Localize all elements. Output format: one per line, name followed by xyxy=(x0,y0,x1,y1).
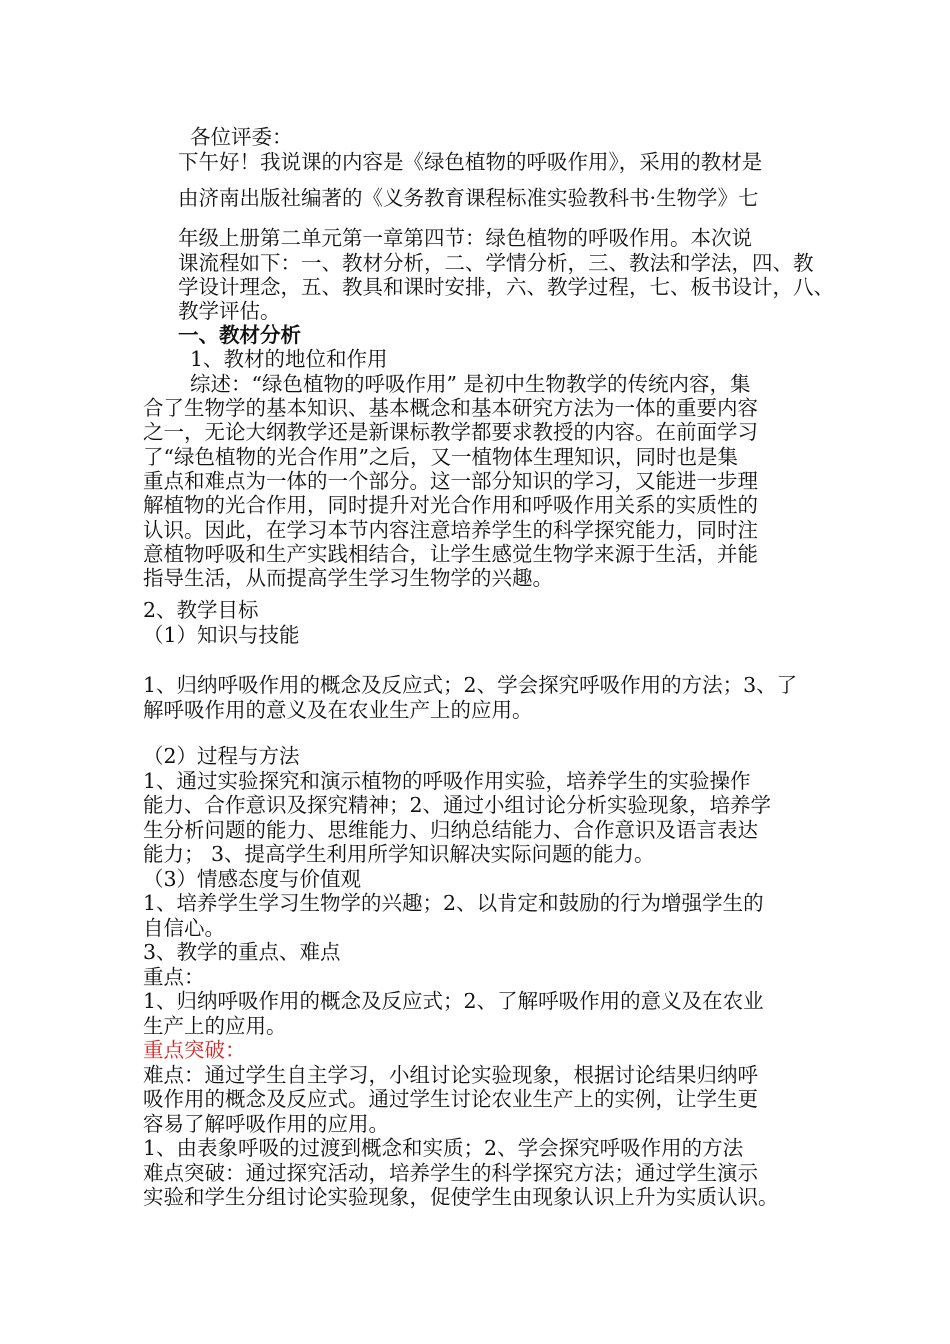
paragraph-line: 难点：通过学生自主学习，小组讨论实验现象，根据讨论结果归纳呼 xyxy=(143,1063,758,1087)
paragraph-line: 认识。因此，在学习本节内容注意培养学生的科学探究能力，同时注 xyxy=(143,518,758,542)
paragraph-line: 综述：“绿色植物的呼吸作用” 是初中生物教学的传统内容，集 xyxy=(190,372,751,396)
paragraph-line: 1、培养学生学习生物学的兴趣；2、以肯定和鼓励的行为增强学生的 xyxy=(143,891,764,915)
paragraph-line: 1、归纳呼吸作用的概念及反应式；2、了解呼吸作用的意义及在农业 xyxy=(143,989,764,1013)
subsection-heading: 1、教材的地位和作用 xyxy=(190,347,388,371)
paragraph-line: 自信心。 xyxy=(143,916,225,940)
intro-line: 学设计理念，五、教具和课时安排，六、教学过程，七、板书设计，八、 xyxy=(178,275,834,299)
paragraph-line: 生产上的应用。 xyxy=(143,1014,287,1038)
paragraph-line: 吸作用的概念及反应式。通过学生讨论农业生产上的实例，让学生更 xyxy=(143,1087,758,1111)
subsection-heading: 2、教学目标 xyxy=(143,598,259,622)
paragraph-line: 之一，无论大纲教学还是新课标教学都要求教授的内容。在前面学习 xyxy=(143,420,758,444)
objective-heading: （1）知识与技能 xyxy=(143,623,300,647)
intro-line: 下午好！我说课的内容是《绿色植物的呼吸作用》，采用的教材是 xyxy=(178,150,763,174)
paragraph-line: 1、归纳呼吸作用的概念及反应式；2、学会探究呼吸作用的方法；3、了 xyxy=(143,673,798,697)
subsection-heading: 3、教学的重点、难点 xyxy=(143,940,341,964)
intro-line: 教学评估。 xyxy=(178,299,281,323)
paragraph-line: 解植物的光合作用，同时提升对光合作用和呼吸作用关系的实质性的 xyxy=(143,493,758,517)
greeting: 各位评委： xyxy=(190,125,293,149)
intro-line: 年级上册第二单元第一章第四节：绿色植物的呼吸作用。本次说 xyxy=(178,226,752,250)
section-heading: 一、教材分析 xyxy=(178,323,301,347)
paragraph-line: 能力； 3、提高学生利用所学知识解决实际问题的能力。 xyxy=(143,842,655,866)
paragraph-line: 难点突破：通过探究活动，培养学生的科学探究方法；通过学生演示 xyxy=(143,1161,758,1185)
objective-heading: （3）情感态度与价值观 xyxy=(143,867,362,891)
key-label: 重点： xyxy=(143,965,205,989)
intro-line: 由济南出版社编著的《义务教育课程标准实验教科书·生物学》七 xyxy=(178,186,759,210)
paragraph-line: 指导生活，从而提高学生学习生物学的兴趣。 xyxy=(143,566,553,590)
paragraph-line: 重点和难点为一体的一个部分。这一部分知识的学习，又能进一步理 xyxy=(143,469,758,493)
paragraph-line: 合了生物学的基本知识、基本概念和基本研究方法为一体的重要内容 xyxy=(143,396,758,420)
key-breakthrough-label: 重点突破： xyxy=(143,1038,246,1062)
paragraph-line: 1、通过实验探究和演示植物的呼吸作用实验，培养学生的实验操作 xyxy=(143,769,751,793)
paragraph-line: 实验和学生分组讨论实验现象，促使学生由现象认识上升为实质认识。 xyxy=(143,1185,779,1209)
paragraph-line: 意植物呼吸和生产实践相结合，让学生感觉生物学来源于生活，并能 xyxy=(143,542,758,566)
paragraph-line: 容易了解呼吸作用的应用。 xyxy=(143,1112,389,1136)
paragraph-line: 能力、合作意识及探究精神；2、通过小组讨论分析实验现象，培养学 xyxy=(143,793,772,817)
paragraph-line: 1、由表象呼吸的过渡到概念和实质；2、学会探究呼吸作用的方法 xyxy=(143,1136,744,1160)
objective-heading: （2）过程与方法 xyxy=(143,744,300,768)
paragraph-line: 生分析问题的能力、思维能力、归纳总结能力、合作意识及语言表达 xyxy=(143,818,758,842)
intro-line: 课流程如下：一、教材分析，二、学情分析，三、教法和学法，四、教 xyxy=(178,251,814,275)
paragraph-line: 解呼吸作用的意义及在农业生产上的应用。 xyxy=(143,698,533,722)
paragraph-line: 了“绿色植物的光合作用”之后，又一植物体生理知识，同时也是集 xyxy=(143,445,738,469)
